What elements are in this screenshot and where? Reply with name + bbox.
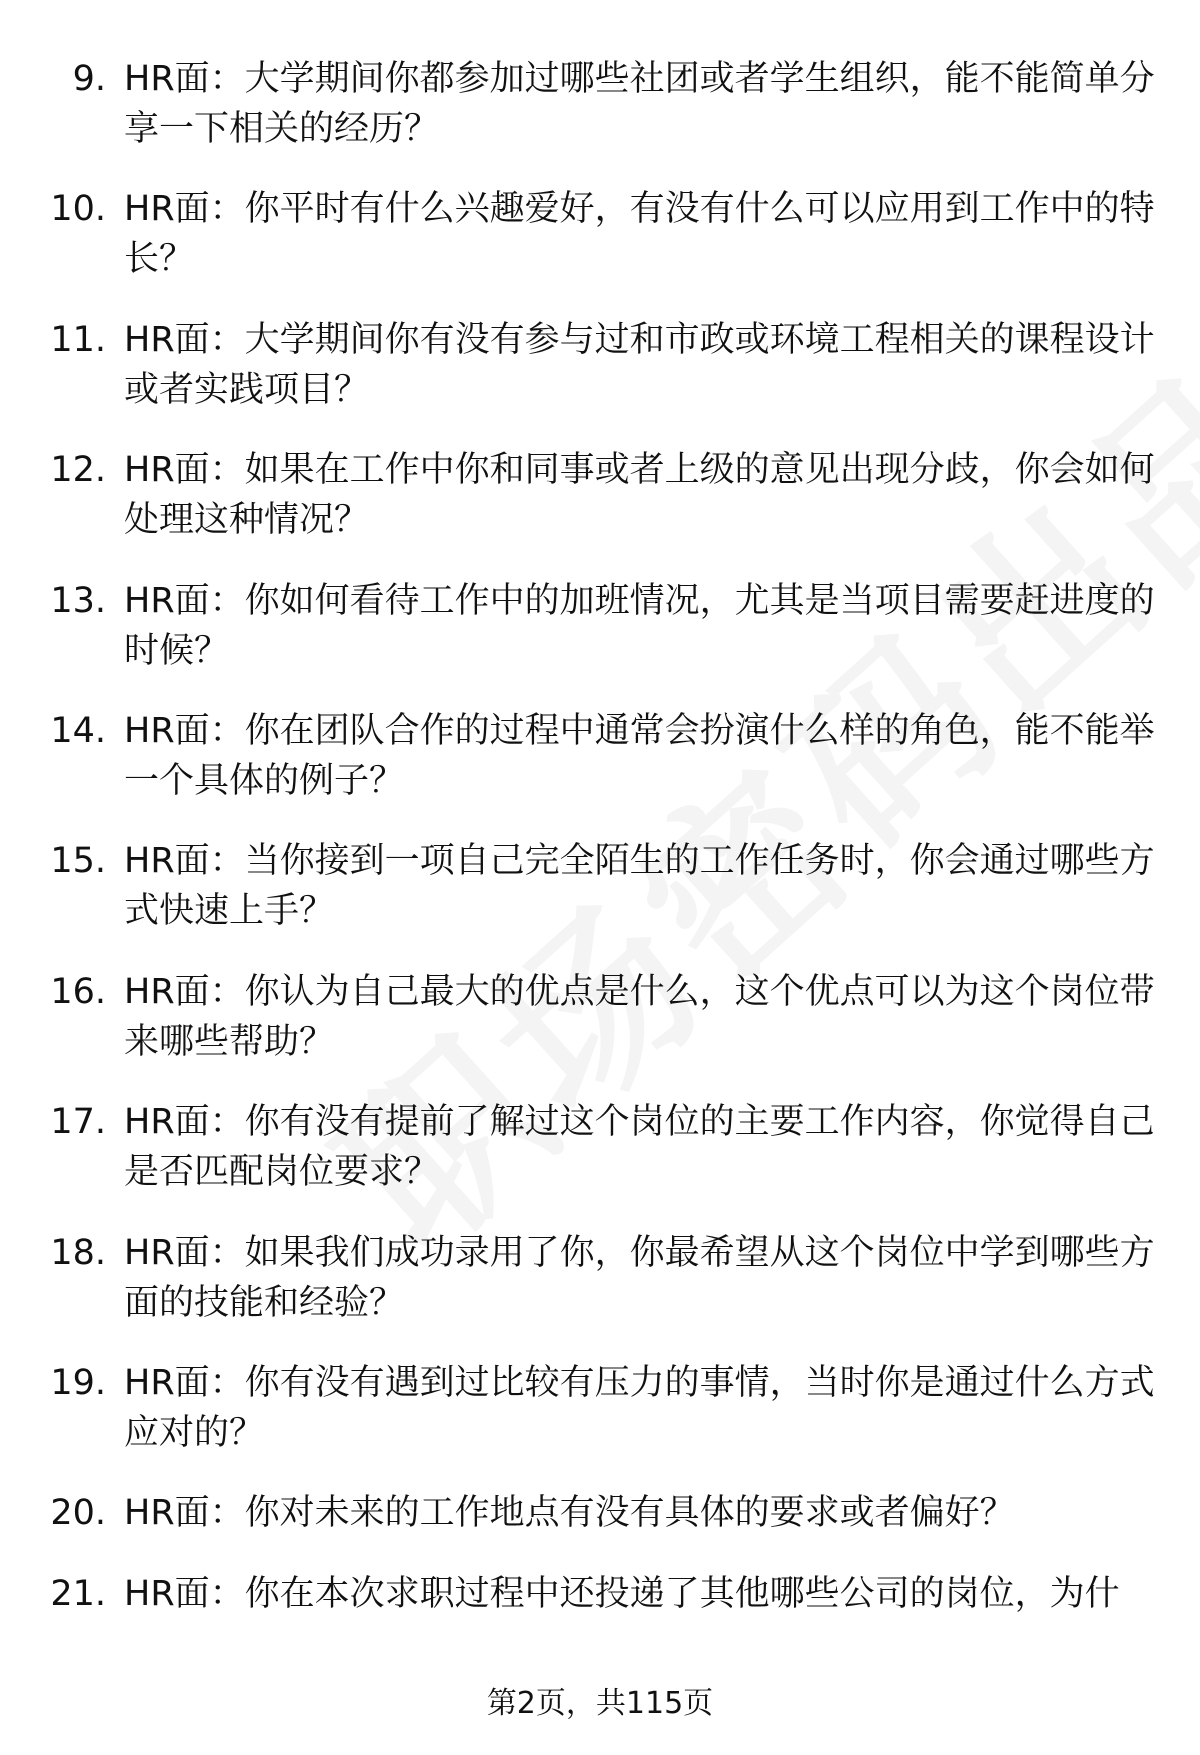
question-item-9 (48, 54, 1158, 154)
question-number: 19. (50, 1362, 106, 1403)
question-number: 14. (50, 710, 106, 751)
question-text: HR面：如果在工作中你和同事或者上级的意见出现分歧，你会如何处理这种情况？ (124, 450, 1155, 541)
question-number: 17. (50, 1102, 106, 1143)
question-number: 12. (50, 450, 106, 491)
page-footer: 第2页，共115页 (486, 1686, 714, 1721)
question-number: 10. (50, 189, 106, 230)
question-text: HR面：你如何看待工作中的加班情况，尤其是当项目需要赶进度的时候？ (124, 580, 1155, 671)
question-item-13 (48, 576, 1158, 676)
question-text: HR面：你对未来的工作地点有没有具体的要求或者偏好？ (124, 1493, 1015, 1534)
question-text: HR面：大学期间你有没有参与过和市政或环境工程相关的课程设计或者实践项目？ (124, 319, 1155, 410)
question-text: HR面：如果我们成功录用了你，你最希望从这个岗位中学到哪些方面的技能和经验？ (124, 1232, 1155, 1323)
question-number: 20. (50, 1493, 106, 1534)
question-number: 11. (50, 319, 106, 360)
question-item-14 (48, 706, 1158, 806)
question-item-19 (48, 1358, 1158, 1458)
question-item-18 (48, 1228, 1158, 1328)
question-text: HR面：当你接到一项自己完全陌生的工作任务时，你会通过哪些方式快速上手？ (124, 841, 1155, 932)
question-item-20 (48, 1488, 1158, 1538)
question-number: 21. (50, 1573, 106, 1614)
question-number: 13. (50, 580, 106, 621)
question-text: HR面：大学期间你都参加过哪些社团或者学生组织，能不能简单分享一下相关的经历？ (124, 59, 1155, 149)
question-item-10 (48, 184, 1158, 284)
question-item-17 (48, 1097, 1158, 1197)
question-text: HR面：你在本次求职过程中还投递了其他哪些公司的岗位，为什 (124, 1573, 1120, 1614)
question-item-11 (48, 315, 1158, 415)
question-text: HR面：你平时有什么兴趣爱好，有没有什么可以应用到工作中的特长？ (124, 189, 1155, 280)
question-item-16 (48, 967, 1158, 1067)
question-text: HR面：你在团队合作的过程中通常会扮演什么样的角色，能不能举一个具体的例子？ (124, 710, 1155, 801)
question-number: 9. (72, 59, 106, 99)
question-item-12 (48, 445, 1158, 545)
question-number: 16. (50, 971, 106, 1012)
question-text: HR面：你有没有遇到过比较有压力的事情，当时你是通过什么方式应对的？ (124, 1362, 1155, 1453)
question-item-21 (48, 1569, 1158, 1619)
question-number: 18. (50, 1232, 106, 1273)
question-list (48, 54, 1158, 1649)
question-text: HR面：你有没有提前了解过这个岗位的主要工作内容，你觉得自己是否匹配岗位要求？ (124, 1102, 1155, 1193)
question-text: HR面：你认为自己最大的优点是什么，这个优点可以为这个岗位带来哪些帮助？ (124, 971, 1155, 1062)
question-number: 15. (50, 841, 106, 882)
question-item-15 (48, 836, 1158, 936)
